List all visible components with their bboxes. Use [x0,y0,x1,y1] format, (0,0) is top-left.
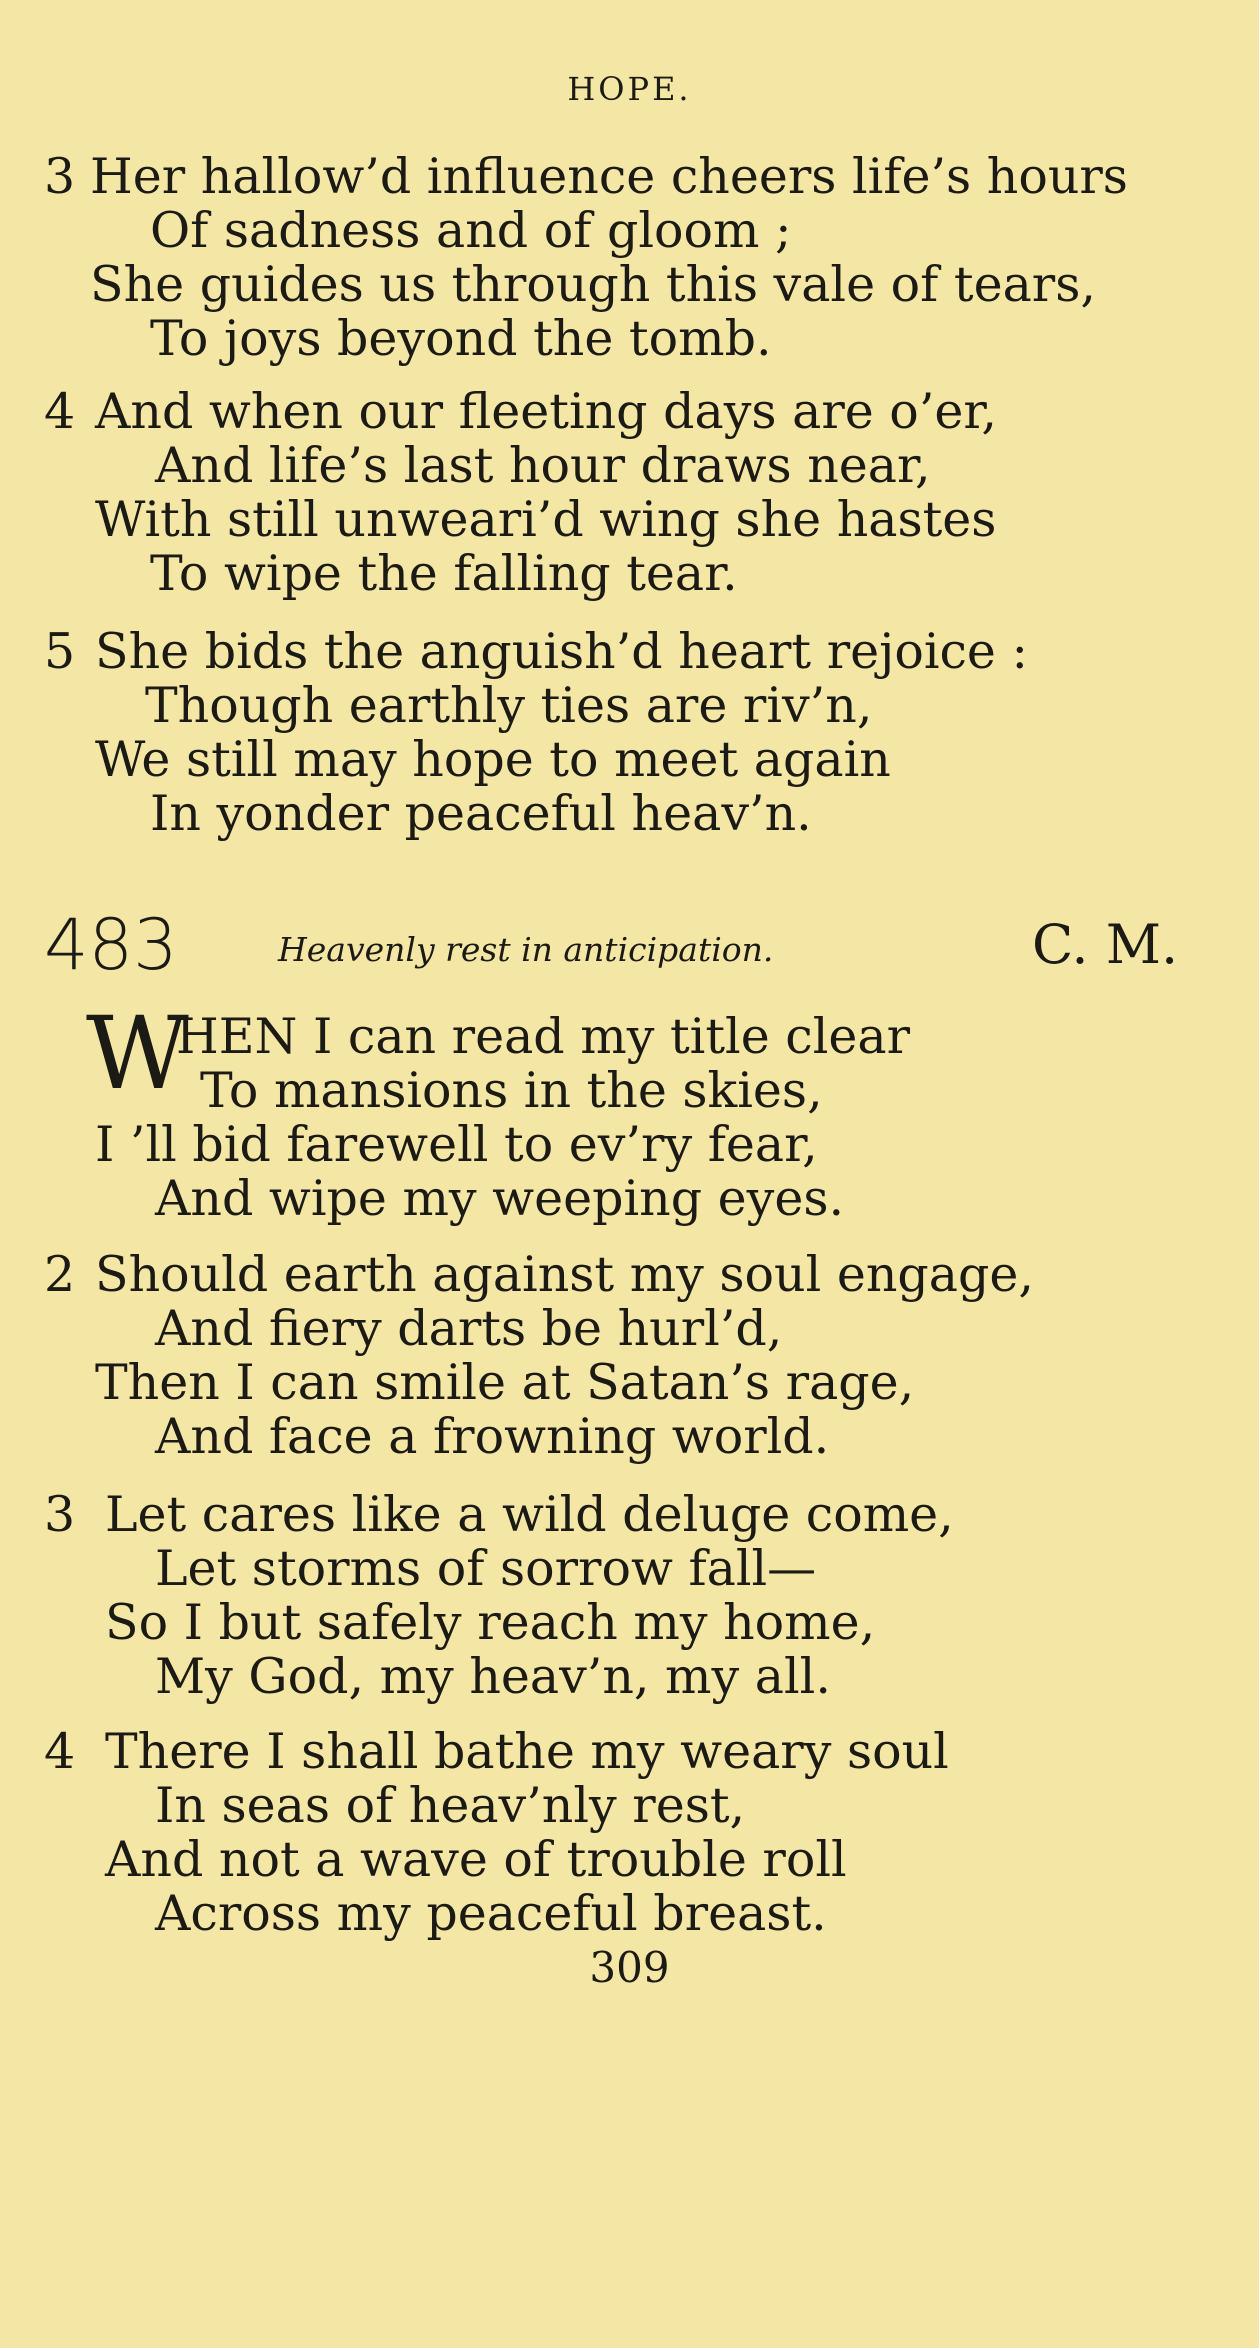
verse-line: And not a wave of trouble roll [105,1831,847,1888]
stanza-number: 2 [44,1246,76,1303]
verse-line: Of sadness and of gloom ; [150,202,792,259]
verse-line: Should earth against my soul engage, [95,1246,1034,1303]
running-header: HOPE. [567,70,692,108]
drop-cap: W [86,995,189,1112]
stanza-number: 5 [44,623,76,680]
verse-line: We still may hope to meet again [95,731,891,788]
hymn-meter: C. M. [1032,913,1179,976]
verse-line: And when our fleeting days are o’er, [95,383,998,440]
verse-line: To mansions in the skies, [200,1062,823,1119]
verse-line: She bids the anguish’d heart rejoice : [95,623,1029,680]
hymn-heading [0,905,1259,995]
verse-line: Let cares like a wild deluge come, [105,1486,954,1543]
verse-line: And wipe my weeping eyes. [155,1170,845,1227]
verse-line: To wipe the falling tear. [150,545,738,602]
verse-line: I ’ll bid farewell to ev’ry fear, [95,1116,818,1173]
verse-line: With still unweari’d wing she hastes [95,491,997,548]
stanza-number: 4 [44,1723,76,1780]
verse-line: Though earthly ties are riv’n, [145,677,873,734]
verse-line: So I but safely reach my home, [105,1594,876,1651]
verse-line: Let storms of sorrow fall— [155,1540,817,1597]
verse-line: To joys beyond the tomb. [150,310,772,367]
verse-line: Then I can smile at Satan’s rage, [95,1354,915,1411]
verse-line: In seas of heav’nly rest, [155,1777,746,1834]
verse-line: And life’s last hour draws near, [155,437,931,494]
stanza-number: 4 [44,383,76,440]
verse-line: Across my peaceful breast. [155,1885,827,1942]
verse-line: There I shall bathe my weary soul [105,1723,949,1780]
verse-line: And face a frowning world. [155,1408,830,1465]
stanza-number: 3 [44,148,76,205]
verse-line: My God, my heav’n, my all. [155,1648,831,1705]
page-number: 309 [589,1943,670,1992]
hymn-title: Heavenly rest in anticipation. [278,930,774,969]
stanza-number: 3 [44,1486,76,1543]
verse-line: And fiery darts be hurl’d, [155,1300,783,1357]
verse-line: In yonder peaceful heav’n. [150,785,812,842]
verse-line: Her hallow’d influence cheers life’s hours [90,148,1128,205]
hymn-number: 483 [44,904,178,986]
verse-line: She guides us through this vale of tears, [90,256,1096,313]
verse-line: HEN I can read my title clear [176,1008,911,1065]
